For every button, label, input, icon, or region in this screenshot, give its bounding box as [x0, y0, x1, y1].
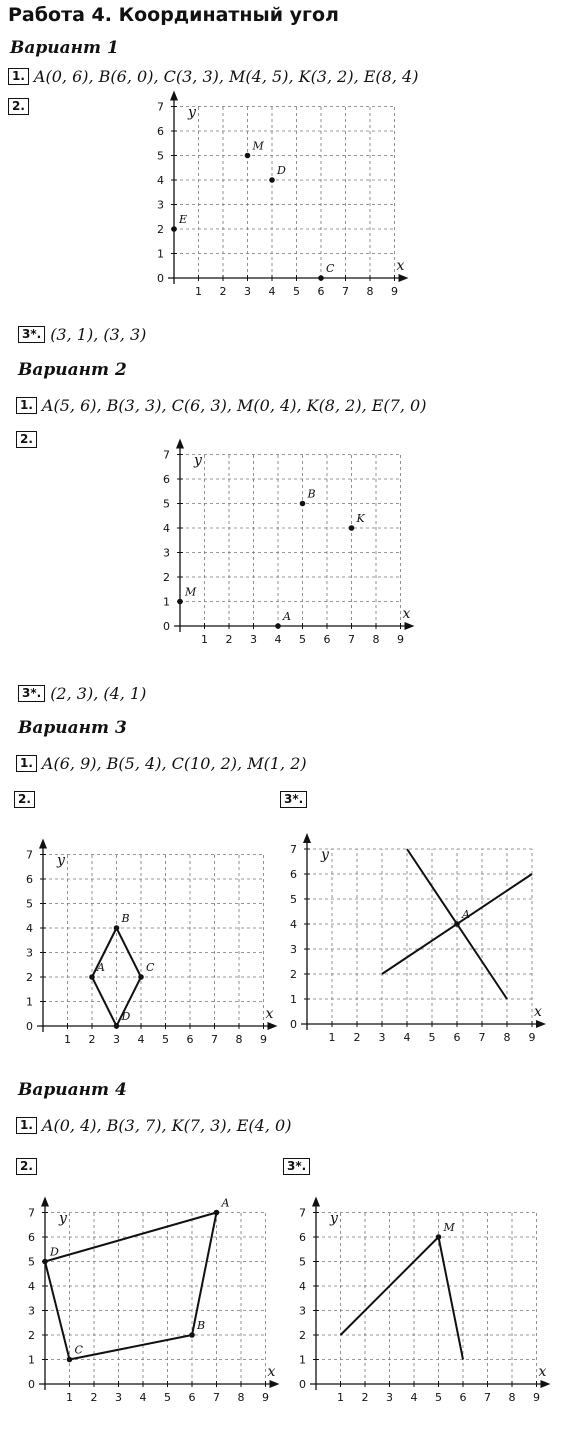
- x-tick-label: 2: [219, 285, 227, 298]
- y-tick-label: 3: [26, 946, 33, 960]
- x-tick-label: 4: [139, 1391, 147, 1404]
- variant-4-task-1: [16, 1116, 291, 1135]
- x-tick-label: 2: [88, 1033, 96, 1046]
- point-a: [214, 1210, 220, 1216]
- task-number: 1.: [16, 1117, 37, 1134]
- point-label: B: [121, 912, 130, 925]
- task-text: (3, 1), (3, 3): [50, 325, 147, 344]
- y-tick-label: 1: [163, 595, 170, 609]
- y-tick-label: 2: [163, 571, 170, 584]
- x-tick-label: 5: [164, 1391, 171, 1404]
- y-tick-label: 5: [157, 149, 164, 163]
- page-title: Работа 4. Координатный угол: [8, 4, 339, 26]
- x-tick-label: 3: [378, 1031, 386, 1044]
- x-tick-label: 9: [260, 1033, 267, 1046]
- x-axis-label: x: [538, 1364, 547, 1380]
- y-tick-label: 4: [28, 1280, 35, 1293]
- point-a: [275, 623, 281, 629]
- x-tick-label: 4: [403, 1031, 411, 1044]
- y-tick-label: 2: [26, 971, 33, 984]
- y-tick-label: 4: [299, 1280, 306, 1293]
- y-axis-arrow: [170, 91, 178, 101]
- variant-4-task-2: [16, 1157, 42, 1176]
- point-c: [138, 974, 144, 980]
- x-tick-label: 6: [317, 285, 325, 298]
- figure-segment: [92, 977, 117, 1026]
- variant-2-coordinate-chart: [150, 445, 420, 660]
- y-tick-label: 1: [299, 1353, 306, 1367]
- y-tick-label: 7: [26, 848, 33, 862]
- x-tick-label: 1: [195, 285, 202, 298]
- x-tick-label: 2: [225, 633, 233, 646]
- x-tick-label: 9: [391, 285, 398, 298]
- task-number: 3*.: [280, 791, 307, 808]
- task-number: 2.: [16, 431, 37, 448]
- x-tick-label: 5: [428, 1031, 436, 1044]
- y-axis-label: y: [59, 1210, 67, 1227]
- task-text: (2, 3), (4, 1): [50, 684, 147, 703]
- y-tick-label: 5: [163, 497, 170, 511]
- y-tick-label: 1: [157, 247, 164, 261]
- variant-2-task-2: [16, 430, 42, 449]
- x-tick-label: 2: [353, 1031, 361, 1044]
- y-tick-label: 3: [28, 1304, 35, 1318]
- x-axis-arrow: [399, 274, 409, 282]
- y-axis-label: y: [330, 1210, 338, 1227]
- x-tick-label: 6: [459, 1391, 467, 1404]
- task-number: 2.: [8, 98, 29, 115]
- y-tick-label: 3: [299, 1304, 306, 1318]
- x-tick-label: 5: [293, 285, 300, 298]
- y-tick-label: 4: [290, 918, 297, 931]
- point-label: A: [221, 1196, 230, 1210]
- point-d: [42, 1259, 48, 1265]
- y-tick-label: 2: [299, 1329, 306, 1342]
- figure-segment: [117, 928, 142, 977]
- x-axis-label: x: [402, 606, 411, 622]
- point-label: M: [252, 139, 264, 153]
- figure-segment: [192, 1213, 217, 1336]
- x-tick-label: 1: [337, 1391, 344, 1404]
- x-tick-label: 3: [113, 1033, 120, 1046]
- point-d: [114, 1023, 120, 1029]
- task-text: A(5, 6), B(3, 3), C(6, 3), M(0, 4), K(8, 2), E(7, 0): [41, 396, 427, 415]
- task-text: A(0, 6), B(6, 0), C(3, 3), M(4, 5), K(3, 2), E(8, 4): [33, 67, 419, 86]
- y-tick-label: 7: [299, 1206, 306, 1220]
- x-tick-label: 7: [342, 285, 349, 298]
- task-number: 3*.: [283, 1158, 310, 1175]
- x-tick-label: 4: [137, 1033, 145, 1046]
- task-number: 2.: [16, 1158, 37, 1175]
- y-tick-label: 6: [28, 1231, 35, 1244]
- point-label: A: [97, 961, 105, 974]
- variant-3-rhombus-chart: [15, 838, 275, 1048]
- x-tick-label: 7: [211, 1033, 218, 1046]
- y-axis-label: y: [194, 452, 202, 469]
- x-tick-label: 3: [250, 633, 257, 646]
- point-label: C: [74, 1343, 83, 1357]
- y-axis-arrow: [312, 1197, 320, 1207]
- task-number: 1.: [16, 397, 37, 414]
- x-tick-label: 4: [268, 285, 276, 298]
- x-tick-label: 9: [528, 1031, 536, 1044]
- point-a: [89, 974, 95, 980]
- point-m: [245, 153, 251, 159]
- point-c: [67, 1357, 73, 1363]
- y-tick-label: 0: [163, 620, 170, 633]
- x-tick-label: 4: [410, 1391, 418, 1404]
- figure-segment: [70, 1335, 193, 1360]
- point-b: [189, 1332, 195, 1338]
- point-k: [349, 525, 355, 531]
- x-tick-label: 9: [533, 1391, 540, 1404]
- x-axis-arrow: [536, 1020, 546, 1028]
- y-tick-label: 6: [157, 125, 164, 138]
- x-tick-label: 6: [186, 1033, 194, 1046]
- task-number: 3*.: [18, 685, 45, 702]
- point-label: A: [283, 610, 291, 623]
- point-label: D: [121, 1010, 131, 1023]
- task-text: A(6, 9), B(5, 4), C(10, 2), M(1, 2): [41, 754, 307, 773]
- point-e: [171, 226, 177, 232]
- y-tick-label: 0: [28, 1378, 35, 1391]
- y-tick-label: 1: [290, 993, 297, 1006]
- y-axis-arrow: [39, 839, 47, 849]
- point-label: M: [443, 1221, 455, 1234]
- y-tick-label: 3: [157, 198, 164, 212]
- y-axis-label: y: [188, 104, 196, 121]
- y-tick-label: 6: [163, 473, 170, 486]
- x-tick-label: 6: [188, 1391, 196, 1404]
- variant-4-broken-line-chart: [290, 1198, 555, 1413]
- task-number: 3*.: [18, 326, 45, 343]
- y-tick-label: 7: [290, 843, 297, 856]
- x-tick-label: 2: [90, 1391, 98, 1404]
- variant-3-task-1: [16, 754, 307, 773]
- y-axis-label: y: [57, 852, 65, 869]
- figure-segment: [439, 1237, 464, 1360]
- x-tick-label: 8: [237, 1391, 245, 1404]
- variant-2-task-1: [16, 396, 426, 415]
- point-label: K: [356, 512, 365, 525]
- x-tick-label: 1: [64, 1033, 71, 1046]
- y-tick-label: 0: [299, 1378, 306, 1391]
- variant-1-heading: Вариант 1: [10, 38, 119, 58]
- x-axis-arrow: [541, 1380, 551, 1388]
- x-tick-label: 7: [213, 1391, 220, 1404]
- variant-1-task-3: [18, 325, 146, 344]
- y-tick-label: 4: [26, 922, 33, 935]
- variant-2-task-3: [18, 684, 146, 703]
- x-tick-label: 7: [348, 633, 355, 646]
- x-tick-label: 6: [453, 1031, 461, 1044]
- x-tick-label: 8: [503, 1031, 511, 1044]
- y-tick-label: 6: [290, 868, 297, 881]
- x-tick-label: 1: [328, 1031, 336, 1044]
- variant-3-heading: Вариант 3: [18, 718, 127, 738]
- point-label: B: [197, 1319, 206, 1332]
- y-tick-label: 0: [26, 1020, 33, 1033]
- variant-4-task-3: [283, 1157, 315, 1176]
- y-tick-label: 7: [157, 100, 164, 114]
- y-tick-label: 5: [299, 1255, 306, 1269]
- variant-4-quadrilateral-chart: [15, 1198, 280, 1413]
- variant-3-lines-chart: [285, 838, 550, 1048]
- y-tick-label: 1: [28, 1353, 35, 1367]
- x-tick-label: 2: [361, 1391, 369, 1404]
- y-tick-label: 6: [299, 1231, 306, 1244]
- task-number: 2.: [14, 791, 35, 808]
- variant-1-task-2: [8, 97, 34, 116]
- y-axis-arrow: [176, 439, 184, 449]
- point-m: [436, 1234, 442, 1240]
- y-tick-label: 4: [157, 174, 164, 187]
- x-tick-label: 1: [66, 1391, 73, 1404]
- variant-1-coordinate-chart: [140, 95, 410, 310]
- task-text: A(0, 4), B(3, 7), K(7, 3), E(4, 0): [41, 1116, 292, 1135]
- y-tick-label: 0: [290, 1018, 297, 1031]
- x-axis-label: x: [534, 1004, 542, 1020]
- point-label: D: [277, 164, 286, 177]
- point-label: C: [146, 961, 155, 974]
- x-axis-arrow: [268, 1022, 278, 1030]
- point-label: D: [50, 1245, 59, 1259]
- variant-3-task-2: [14, 790, 40, 809]
- point-a: [454, 921, 460, 927]
- x-axis-arrow: [270, 1380, 280, 1388]
- point-label: B: [307, 487, 316, 501]
- x-tick-label: 9: [397, 633, 404, 646]
- x-tick-label: 3: [386, 1391, 393, 1404]
- y-tick-label: 3: [290, 943, 297, 956]
- x-tick-label: 8: [372, 633, 380, 646]
- x-tick-label: 8: [366, 285, 374, 298]
- point-c: [318, 275, 324, 281]
- y-axis-arrow: [41, 1197, 49, 1207]
- y-tick-label: 2: [28, 1329, 35, 1342]
- x-tick-label: 6: [323, 633, 331, 646]
- y-tick-label: 7: [28, 1206, 35, 1220]
- y-tick-label: 7: [163, 448, 170, 462]
- x-tick-label: 5: [299, 633, 306, 646]
- y-axis-arrow: [303, 833, 311, 843]
- y-tick-label: 2: [290, 968, 297, 981]
- x-axis-arrow: [405, 622, 415, 630]
- point-d: [269, 177, 275, 183]
- x-tick-label: 5: [435, 1391, 442, 1404]
- variant-3-task-3: [280, 790, 312, 809]
- x-tick-label: 9: [262, 1391, 269, 1404]
- task-number: 1.: [8, 68, 29, 85]
- y-tick-label: 1: [26, 995, 33, 1009]
- x-tick-label: 7: [484, 1391, 491, 1404]
- point-label: C: [326, 262, 335, 275]
- x-tick-label: 5: [162, 1033, 169, 1046]
- x-axis-label: x: [396, 258, 405, 274]
- y-tick-label: 5: [28, 1255, 35, 1269]
- point-label: M: [185, 585, 197, 599]
- y-tick-label: 2: [157, 223, 164, 236]
- point-label: A: [462, 908, 470, 921]
- x-tick-label: 8: [508, 1391, 516, 1404]
- point-b: [114, 925, 120, 931]
- point-m: [177, 599, 183, 605]
- x-axis-label: x: [265, 1006, 274, 1022]
- variant-4-heading: Вариант 4: [18, 1080, 127, 1100]
- point-b: [300, 501, 306, 507]
- x-tick-label: 4: [274, 633, 282, 646]
- x-tick-label: 1: [201, 633, 208, 646]
- x-tick-label: 3: [244, 285, 251, 298]
- task-number: 1.: [16, 755, 37, 772]
- y-tick-label: 3: [163, 546, 170, 560]
- x-tick-label: 7: [478, 1031, 486, 1044]
- y-tick-label: 6: [26, 873, 33, 886]
- y-tick-label: 0: [157, 272, 164, 285]
- point-label: E: [179, 213, 188, 226]
- x-tick-label: 8: [235, 1033, 243, 1046]
- variant-1-task-1: [8, 67, 418, 86]
- y-tick-label: 4: [163, 522, 170, 535]
- y-tick-label: 5: [26, 897, 33, 911]
- y-axis-label: y: [321, 847, 329, 863]
- variant-2-heading: Вариант 2: [18, 360, 127, 380]
- x-axis-label: x: [267, 1364, 276, 1380]
- y-tick-label: 5: [290, 893, 297, 906]
- x-tick-label: 3: [115, 1391, 122, 1404]
